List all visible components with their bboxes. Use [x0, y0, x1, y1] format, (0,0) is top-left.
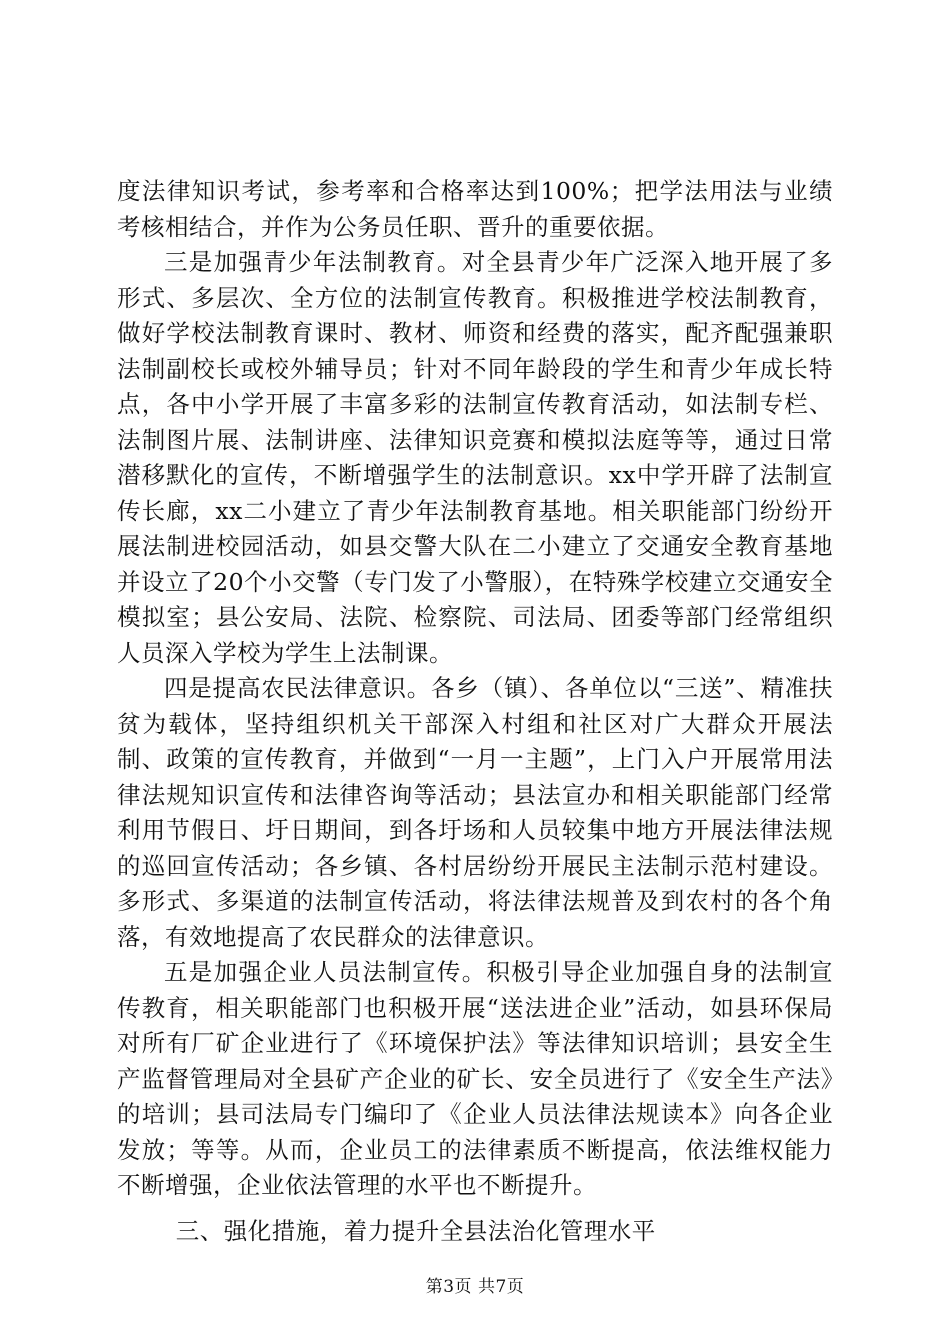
section-heading: 三、强化措施，着力提升全县法治化管理水平 — [175, 1216, 656, 1245]
page-number-footer: 第3页 共7页 — [425, 1277, 525, 1297]
paragraph-farmer-legal-awareness: 四是提高农民法律意识。各乡（镇）、各单位以“三送”、精准扶贫为载体，坚持组织机关干部深入村组和社区对广大群众开展法制、政策的宣传教育，并做到“一月一主题”，上门入户开展常用法律法规知识宣传和法律咨询等活动；县法宣办和相关职能部门经常利用节假日、圩日期间，到各圩场和人员较集中地方开展法律法规的巡回宣传活动；各乡镇、各村居纷纷开展民主法制示范村建设。多形式、多渠道的法制宣传活动，将法律法规普及到农村的各个角落，有效地提高了农民群众的法律意识。 — [117, 674, 833, 951]
paragraph-continuation: 度法律知识考试，参考率和合格率达到100%；把学法用法与业绩考核相结合，并作为公务员任职、晋升的重要依据。 — [117, 177, 833, 241]
paragraph-enterprise-legal-publicity: 五是加强企业人员法制宣传。积极引导企业加强自身的法制宣传教育，相关职能部门也积极开展“送法进企业”活动，如县环保局对所有厂矿企业进行了《环境保护法》等法律知识培训；县安全生产监督管理局对全县矿产企业的矿长、安全员进行了《安全生产法》的培训；县司法局专门编印了《企业人员法律法规读本》向各企业发放；等等。从而，企业员工的法律素质不断提高，依法维权能力不断增强，企业依法管理的水平也不断提升。 — [117, 958, 833, 1199]
paragraph-youth-legal-education: 三是加强青少年法制教育。对全县青少年广泛深入地开展了多形式、多层次、全方位的法制宣传教育。积极推进学校法制教育，做好学校法制教育课时、教材、师资和经费的落实，配齐配强兼职法制副校长或校外辅导员；针对不同年龄段的学生和青少年成长特点，各中小学开展了丰富多彩的法制宣传教育活动，如法制专栏、法制图片展、法制讲座、法律知识竞赛和模拟法庭等等，通过日常潜移默化的宣传，不断增强学生的法制意识。xx中学开辟了法制宣传长廊，xx二小建立了青少年法制教育基地。相关职能部门纷纷开展法制进校园活动，如县交警大队在二小建立了交通安全教育基地并设立了20个小交警（专门发了小警服），在特殊学校建立交通安全模拟室；县公安局、法院、检察院、司法局、团委等部门经常组织人员深入学校为学生上法制课。 — [117, 248, 833, 667]
document-body — [117, 174, 833, 1249]
